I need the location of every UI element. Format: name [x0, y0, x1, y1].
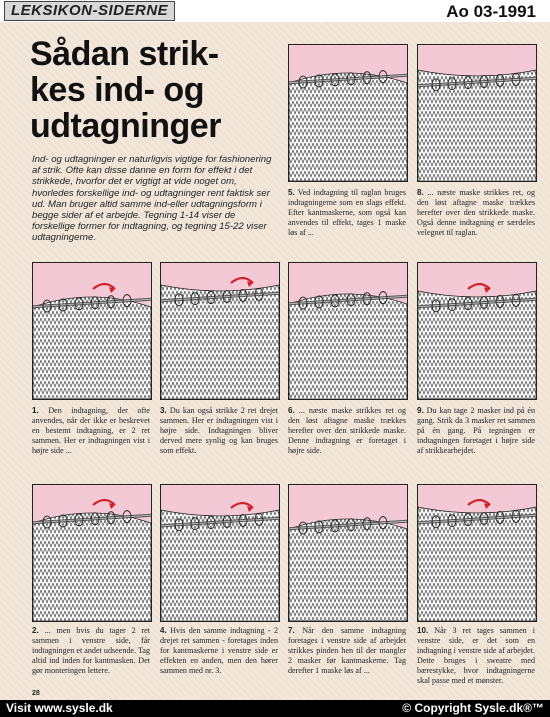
knitting-drawing — [289, 263, 407, 399]
knitting-drawing — [418, 45, 536, 181]
step-caption — [32, 626, 150, 676]
step-caption — [417, 406, 535, 456]
step-number: 7. — [288, 626, 295, 635]
knitting-illustration — [160, 484, 280, 622]
knitting-drawing — [418, 263, 536, 399]
knitting-illustration — [32, 262, 152, 400]
step-number: 1. — [32, 406, 39, 415]
step-text: Når den samme indtagning foretages i venstre side af arbejdet strikkes pinden hen til der mangler 2 masker før kantmaskerne. Tag derefter 1 maske løs af ... — [288, 626, 406, 675]
step-caption — [160, 406, 278, 456]
copyright-text: © Copyright Sysle.dk®™ — [402, 701, 544, 715]
step-text: Du kan også strikke 2 ret drejet sammen. Her er indtagningen vist i højre side. Indtagningen bliver derved mere synlig og kan bruges som effekt. — [160, 406, 279, 455]
step-number: 6. — [288, 406, 295, 415]
section-tag: LEKSIKON-SIDERNE — [4, 1, 175, 21]
step-text: Den indtagning, der ofte anvendes, når der ikke er beskrevet en bestemt indtagning, er 2 ret sammen. Her er indtagningen vist i højre side ... — [32, 406, 150, 455]
step-caption — [288, 626, 406, 676]
header-band — [0, 0, 550, 22]
step-number: 4. — [160, 626, 167, 635]
knitting-illustration — [288, 44, 408, 182]
step-number: 5. — [288, 188, 295, 197]
step-number: 2. — [32, 626, 39, 635]
step-caption — [417, 626, 535, 686]
knitting-drawing — [161, 263, 279, 399]
step-caption — [288, 406, 406, 456]
step-caption — [32, 406, 150, 456]
step-text: Ved indtagning til raglan bruges indtagningerne som en slags effekt. Efter kantmaskerne, som også kan anvendes til effekt, tages 1 maske løs af ... — [288, 188, 406, 237]
knitting-drawing — [33, 485, 151, 621]
visit-link[interactable]: Visit www.sysle.dk — [6, 701, 113, 715]
knitting-drawing — [289, 485, 407, 621]
knitting-illustration — [288, 484, 408, 622]
knitting-illustration — [288, 262, 408, 400]
knitting-drawing — [33, 263, 151, 399]
knitting-illustration — [417, 484, 537, 622]
step-number: 3. — [160, 406, 167, 415]
issue-label: Ao 03-1991 — [446, 2, 536, 21]
knitting-drawing — [289, 45, 407, 181]
step-caption — [417, 188, 535, 238]
step-text: ... næste maske strikkes ret og den løst aftagne maske trækkes herefter over den strikkede maske. Denne indtagning er foretaget i højre side. — [288, 406, 406, 455]
step-text: ... men hvis du tager 2 ret sammen i venstre side, får indtagningen et andet udseende. Tag altid ind inden for kantmasken. Det gør monteringen lettere. — [32, 626, 150, 675]
step-text: Du kan tage 2 masker ind på én gang. Strik da 3 masker ret sammen på én gang. På tegningen er indtagningen foretaget i højre side af strikkearbejdet. — [417, 406, 535, 455]
page-title: Sådan strik- kes ind- og udtagninger — [30, 35, 221, 145]
intro-text: Ind- og udtagninger er naturligvis vigtige for fashionering af strik. Ofte kan disse danne en form for effekt i det strikkede, hvorfor det er vigtigt at vide noget om, hvorledes forskellige ind- og udtagninger rent faktisk ser ud. Man bruger altid samme ind-eller udtagningsform i begge sider af et arbejde. Tegning 1-14 viser de forskellige former for indtagning, og tegning 15-22 viser udtagningerne. — [32, 154, 272, 244]
knitting-illustration — [160, 262, 280, 400]
knitting-illustration — [417, 44, 537, 182]
step-number: 8. — [417, 188, 424, 197]
knitting-drawing — [418, 485, 536, 621]
knitting-drawing — [161, 485, 279, 621]
page-number: 28 — [32, 690, 40, 697]
step-text: ... næste maske strikkes ret, og den løst aftagne maske trækkes herefter over den strikkede maske. Også denne indtagning er særdeles velegnet til raglan. — [417, 188, 535, 237]
knitting-illustration — [32, 484, 152, 622]
step-caption — [160, 626, 278, 676]
step-number: 9. — [417, 406, 424, 415]
step-caption — [288, 188, 406, 238]
step-number: 10. — [417, 626, 429, 635]
step-text: Når 3 ret tages sammen i venstre side, er det som en indtagning i venstre side af arbejdet. Dette bruges i sweatre med bærestykke, hvor indtagningerne skal passe med et mønster. — [417, 626, 535, 685]
footer-bar — [0, 700, 550, 717]
step-text: Hvis den samme indtagning - 2 drejet ret sammen - foretages inden for kantmaskerne i venstre side er effekten en anden, men den hører sammen med nr. 3. — [160, 626, 278, 675]
knitting-illustration — [417, 262, 537, 400]
